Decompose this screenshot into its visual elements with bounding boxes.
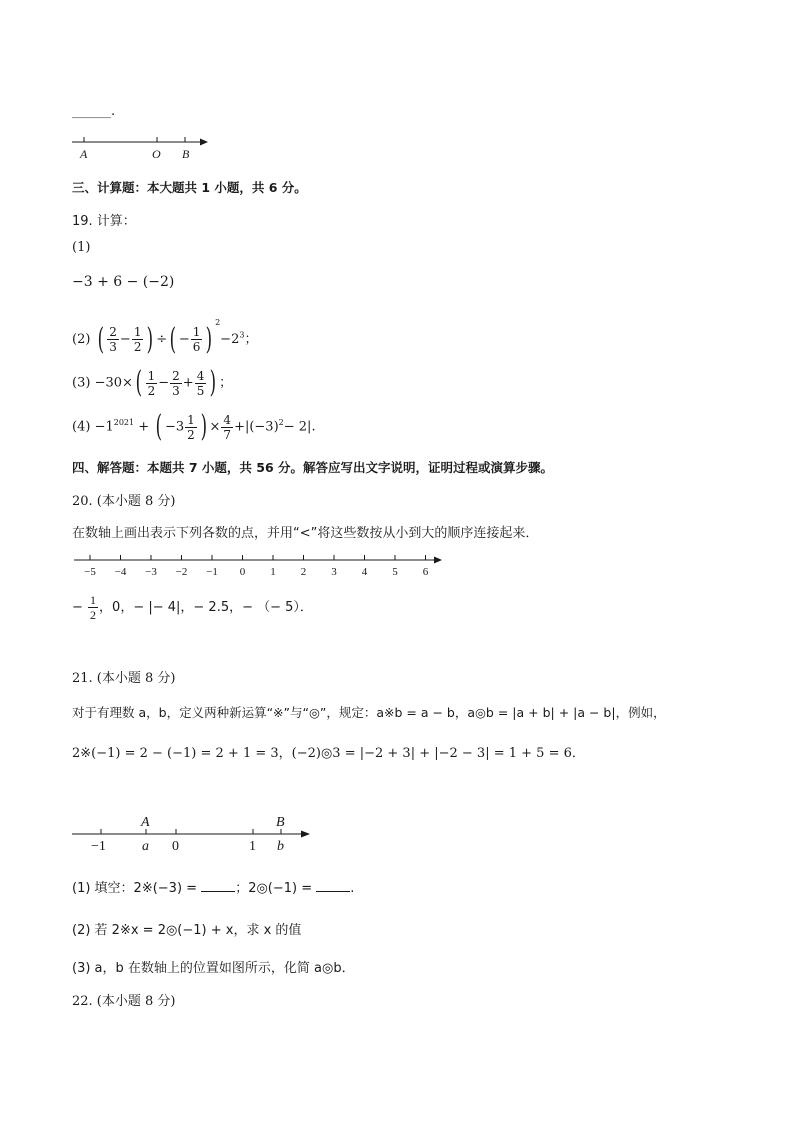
q19-part2-label: (2) [72,332,91,347]
answer-blank[interactable] [316,879,350,892]
q19-title: 19. 计算： [72,214,136,229]
tick-label: 6 [422,566,429,578]
q20-instructions: 在数轴上画出表示下列各数的点，并用“<”将这些数按从小到大的顺序连接起来． [72,526,539,541]
point-label-b-top: B [276,815,285,830]
q21-example: 2※(−1) = 2 − (−1) = 2 + 1 = 3，(−2)◎3 = |−2 + 3| + |−2 − 3| = 1 + 5 = 6． [72,746,585,761]
q19-part4-label: (4) [72,419,91,435]
q19-part3-label: (3) [72,375,91,391]
frac-den: 3 [109,340,117,354]
tick-a: a [142,839,149,854]
tick-label: 2 [300,566,307,578]
tick-label: 0 [239,566,246,578]
frac-num: 4 [196,368,205,383]
mixed-number-whole: −3 [164,419,185,435]
answer-blank[interactable] [201,879,235,892]
tick-label: −5 [84,566,96,578]
q19-part1-label: (1) [72,240,91,255]
frac-num: 2 [109,325,117,339]
frac-den: 7 [223,427,232,442]
tick-label: −3 [145,566,157,578]
tick-label: 3 [331,566,337,578]
q20-number-neg-sign: − [72,600,83,615]
q21-definition: 对于有理数 a，b，定义两种新运算“※”与“◎”，规定：a※b = a − b，a◎b = |a + b| + |a − b|，例如， [72,705,666,720]
q19-part1-expression: −3 + 6 − (−2) [72,274,175,290]
exponent: 3 [239,330,245,340]
q19-part3-lead: −30× [94,375,133,391]
frac-den: 2 [133,340,142,354]
frac-den: 5 [196,383,205,398]
point-label-a-top: A [141,815,150,830]
abs-inner: (−3) [249,419,279,435]
tick-label: −1 [206,566,218,578]
frac-num: 1 [147,368,156,383]
q19-part2: (2) ( $\frac{2}{3}$ − $\frac{1}{2}$ ) ÷( − $\frac{1}{6}$ ) $^2-2^3$； [72,318,258,357]
frac-den: 2 [187,427,195,442]
tick-label: −4 [114,566,127,578]
q21-part1-a: (1) 填空：2※(−3) = [72,881,202,896]
frac-num: 1 [192,325,201,339]
tick-label: 4 [361,566,368,578]
number-line-q20 [70,551,450,581]
q21-title: 21. (本小题 8 分) [72,671,176,686]
q21-part1-c: . [350,881,355,896]
frac-den: 6 [192,340,201,354]
section-4-heading: 四、解答题：本题共 7 小题，共 56 分。解答应写出文字说明，证明过程或演算步骤。 [72,460,554,475]
tick-label: 1 [270,566,276,578]
q19-part2-end: ； [244,332,258,347]
point-label-a: A [80,147,88,161]
q20-title: 20. (本小题 8 分) [72,494,176,509]
q20-numbers [72,594,313,621]
point-label-b: B [182,147,190,161]
answer-blank: ______. [72,104,116,119]
q19-part4-lead: −1 [94,419,114,435]
tick-0: 0 [172,839,179,854]
exponent: 2021 [113,418,135,428]
frac-den: 2 [147,383,156,398]
number-line-q21 [68,812,318,856]
frac-den: 2 [90,608,97,622]
q21-part1 [72,877,354,896]
q19-part4-end: . [311,419,316,435]
point-label-o: O [152,147,161,161]
frac-num: 2 [172,368,180,383]
exponent: 2 [278,418,284,428]
q22-title: 22. (本小题 8 分) [72,994,176,1009]
q19-part2-tail: −2 [220,332,240,347]
q21-part2: (2) 若 2※x = 2◎(−1) + x，求 x 的值 [72,923,302,938]
q19-part4: $(4) -1^{2021}$ + ( −3 $\frac{1}{2}$ ) × $\frac{4}{7}$ $+|(-3)^2- 2|$. [72,409,316,444]
tick-label: −2 [175,566,188,578]
tick-neg1: −1 [91,839,106,854]
tick-label: 5 [392,566,398,578]
tick-b: b [277,839,284,854]
q20-numbers-tail: ，0，− |− 4|，− 2.5，− （− 5）． [99,600,313,615]
tick-1: 1 [249,839,256,854]
frac-den: 3 [172,383,180,398]
number-line-aob [68,133,218,165]
frac-num: 1 [187,412,195,427]
q19-part3: (3) −30×( $\frac{1}{2}$ − $\frac{2}{3}$ + $\frac{4}{5}$ ) ； [72,365,233,400]
abs-tail: − 2 [283,419,308,435]
frac-num: 1 [90,593,97,607]
exponent: 2 [215,318,221,327]
section-3-heading: 三、计算题：本大题共 1 小题，共 6 分。 [72,180,307,195]
q21-part1-b: ；2◎(−1) = [235,881,317,896]
q19-part3-end: ； [219,375,233,391]
frac-num: 1 [133,325,142,339]
q21-part3: (3) a，b 在数轴上的位置如图所示，化简 a◎b． [72,961,355,976]
frac-num: 4 [223,412,232,427]
